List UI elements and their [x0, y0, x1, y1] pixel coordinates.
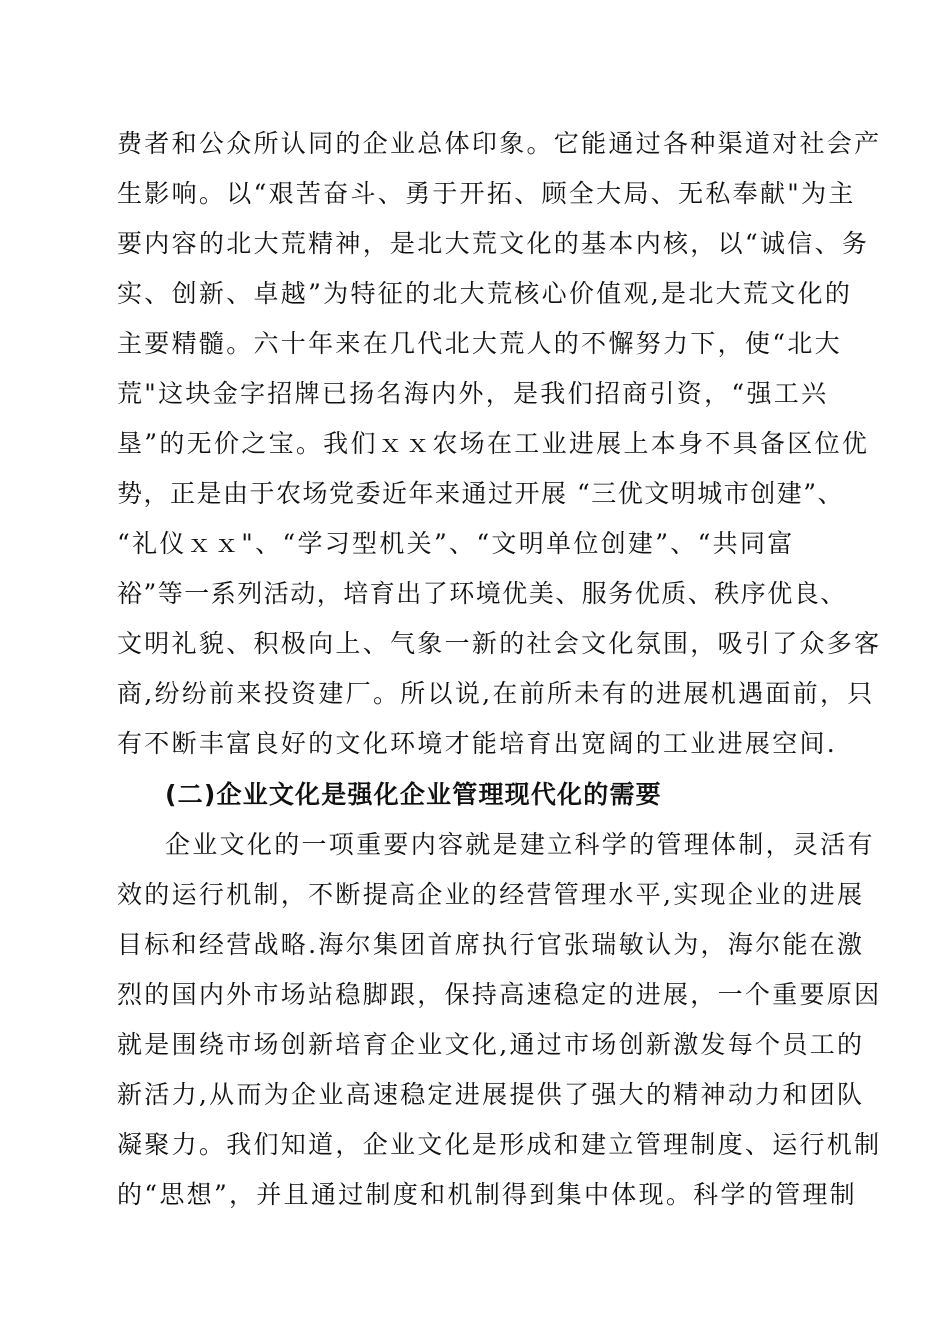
body-text-line: 凝聚力。我们知道，企业文化是形成和建立管理制度、运行机制: [117, 1130, 882, 1159]
body-text-line: 荒"这块金字招牌已扬名海内外，是我们招商引资，“强工兴: [117, 379, 829, 408]
body-text-line: 势，正是由于农场党委近年来通过开展 “三优文明城市创建”、: [117, 479, 845, 508]
body-text-line: 新活力,从而为企业高速稳定进展提供了强大的精神动力和团队: [117, 1080, 865, 1109]
body-text-line: 生影响。以“艰苦奋斗、勇于开拓、顾全大局、无私奉献"为主: [117, 179, 856, 208]
body-text-line: “礼仪ｘｘ"、“学习型机关”、“文明单位创建”、“共同富: [117, 529, 795, 558]
body-text-line: 有不断丰富良好的文化环境才能培育出宽阔的工业进展空间.: [117, 729, 838, 758]
body-text-line: 企业文化的一项重要内容就是建立科学的管理体制，灵活有: [165, 830, 875, 859]
body-text-line: 烈的国内外市场站稳脚跟，保持高速稳定的进展，一个重要原因: [117, 980, 882, 1009]
body-text-line: 效的运行机制，不断提高企业的经营管理水平,实现企业的进展: [117, 880, 865, 909]
body-text-line: 垦”的无价之宝。我们ｘｘ农场在工业进展上本身不具备区位优: [117, 429, 870, 458]
body-text-line: 费者和公众所认同的企业总体印象。它能通过各种渠道对社会产: [117, 129, 882, 158]
body-text-line: 目标和经营战略.海尔集团首席执行官张瑞敏认为，海尔能在激: [117, 930, 865, 959]
body-text-line: 裕”等一系列活动，培育出了环境优美、服务优质、秩序优良、: [117, 579, 847, 608]
body-text-line: 的“思想”，并且通过制度和机制得到集中体现。科学的管理制: [117, 1180, 857, 1209]
body-text-line: 实、创新、卓越”为特征的北大荒核心价值观,是北大荒文化的: [117, 279, 853, 308]
body-text-line: 主要精髓。六十年来在几代北大荒人的不懈努力下，使“北大: [117, 329, 842, 358]
section-heading: (二)企业文化是强化企业管理现代化的需要: [165, 780, 662, 809]
body-text-line: 要内容的北大荒精神，是北大荒文化的基本内核，以“诚信、务: [117, 229, 870, 258]
body-text-line: 文明礼貌、积极向上、气象一新的社会文化氛围，吸引了众多客: [117, 629, 882, 658]
body-text-line: 就是围绕市场创新培育企业文化,通过市场创新激发每个员工的: [117, 1030, 865, 1059]
body-text-line: 商,纷纷前来投资建厂。所以说,在前所未有的进展机遇面前，只: [117, 679, 875, 708]
